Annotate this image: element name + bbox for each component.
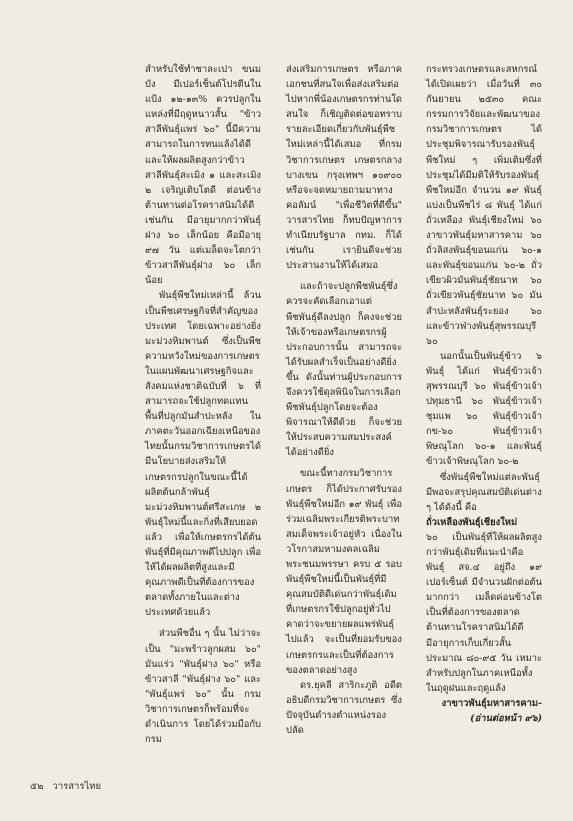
article-paragraph: กระทรวงเกษตรและสหกรณ์ได้เปิดเผยว่า เมื่อวันที่ ๓๐ กันยายน ๒๕๓๐ คณะกรรมการวิจัยและพัฒนาของกรมวิชาการเกษตร ได้ประชุมพิจารณารับรองพันธุ์พืชใหม่ ๆ เพิ่มเติมซึ่งที่ประชุมได้มีมติให้รับรองพันธุ์พืชใหม่อีก จำนวน ๑๙ พันธุ์ แบ่งเป็นพืชไร่ ๘ พันธุ์ ได้แก่ ถั่วเหลือง พันธุ์เชียงใหม่ ๖๐ งาขาวพันธุ์มหาสารคาม ๖๐ ถั่วลิสงพันธุ์ขอนแก่น ๖๐-๑ และพันธุ์ขอนแก่น ๖๐-๒ ถั่วเขียวผิวมันพันธุ์ชัยนาท ๖๐ ถั่วเขียวพันธุ์ชัยนาท ๖๐ มันสำปะหลังพันธุ์ระยอง ๖๐ และข้าวฟ่างพันธุ์สุพรรณบุรี ๖๐	[426, 64, 542, 347]
section-heading: ถั่วเหลืองพันธุ์เชียงใหม่	[426, 516, 518, 528]
article-paragraph: ซึ่งพันธุ์พืชใหม่แต่ละพันธุ์มีพอจะสรุปคุณสมบัติเด่นต่าง ๆ ได้ดังนี้ คือ	[426, 471, 542, 513]
article-paragraph: ดร.ยุคลี สาริกะภูติ อดีตอธิบดีกรมวิชาการเกษตร ซึ่งปัจจุบันดำรงตำแหน่งรองปลัด	[286, 679, 402, 737]
article-column-1	[145, 62, 261, 762]
article-paragraph: สำหรับใช้ทำชาละเปา ขนมบัง มีเปอร์เซ็นต์โปรตีนในแป้ง ๑๒-๑๓% ควรปลูกในแหล่งที่มีฤดูหนาวสั้น "ข้าวสาลีพันธุ์แพร่ ๖๐" นี้มีความสามารถในการทนแล้งได้ดี และให้ผลผลิตสูงกว่าข้าวสาลีพันธุ์สะเมิง ๑ และสะเมิง ๒ เจริญเติบโตดี ต่อนข้างต้านทานต่อโรคราสนิมได้ดีเช่นกัน มีอายุมากกว่าพันธุ์ฝาง ๖๐ เล็กน้อย คือมีอายุ ๙๗ วัน แต่เมล็ดจะโตกว่าข้าวสาลีพันธุ์ฝาง ๖๐ เล็กน้อย	[145, 64, 261, 287]
section-heading: งาขาวพันธุ์มหาสารคาม-	[441, 697, 542, 709]
article-paragraph: ส่งเสริมการเกษตร หรือภาคเอกชนที่สนใจเพื่อส่งเสริมต่อไปหากพี่น้องเกษตรกรท่านใดสนใจ ก็เชิญติดต่อขอทราบรายละเอียดเกี่ยวกับพันธุ์พืชใหม่เหล่านี้ได้เสมอ ที่กรมวิชาการเกษตร เกษตรกลางบางเขน กรุงเทพฯ ๑๐๙๐๐ หรือจะจดหมายถามมาทางคอลัมน์ "เพื่อชีวิตที่ดีขึ้น" วารสารไทย ก็ทบปัญหาการทำเนียบรัฐบาล กทม. ก็ได้เช่นกัน เรายินดีจะช่วยประสานงานให้ได้เสมอ	[286, 64, 402, 272]
article-paragraph: พันธุ์พืชใหม่เหล่านี้ ล้วนเป็นพืชเศรษฐกิจที่สำคัญของประเทศ โดยเฉพาะอย่างยิ่งมะม่วงหิมพานต์ ซึ่งเป็นพืชความหวังใหม่ของการเกษตรในแผนพัฒนาเศรษฐกิจและสังคมแห่งชาติฉบับที่ ๖ ที่สามารถจะใช้ปลูกทดแทนพื้นที่ปลูกมันสำปะหลัง ในภาคตะวันออกเฉียงเหนือของไทยนั้นกรมวิชาการเกษตรได้มีนโยบายส่งเสริมให้เกษตรกรปลูกในขณะนี้ได้ผลิตต้นกล้าพันธุ์มะม่วงหิมพานต์ศรีสะเกษ ๒ พันธุ์ใหม่นี้และกิ่งที่เสียบยอดแล้ว เพื่อให้เกษตรกรได้ต้นพันธุ์ที่มีคุณภาพดีไปปลูก เพื่อให้ได้ผลผลิตที่สูงและมีคุณภาพดีเป็นที่ต้องการของตลาดทั้งภายในและต่างประเทศด้วยแล้ว	[145, 290, 261, 619]
article-paragraph: ๖๐ เป็นพันธุ์ที่ให้ผลผลิตสูงกว่าพันธุ์เดิมที่แนะนำคือ พันธุ์ สจ.๔ อยู่ถึง ๑๙ เปอร์เซ็นต์ มีจำนวนฝักต่อต้นมากกว่า เมล็ดค่อนข้างโต เป็นที่ต้องการของตลาด ต้านทานโรคราสนิมได้ดี มีอายุการเก็บเกี่ยวสั้นประมาณ ๘๐-๙๕ วัน เหมาะสำหรับปลูกในภาคเหนือทั้งในฤดูฝนและฤดูแล้ง	[426, 531, 542, 694]
article-paragraph: และถ้าจะปลูกพืชพันธุ์ซึ่งควรจะคัดเลือกเอาแต่พืชพันธุ์ดีลงปลูก ก็คงจะช่วยให้เจ้าของหรือเกษตรกรผู้ประกอบการนั้น สามารถจะได้รับผลสำเร็จเป็นอย่างดียิ่งขึ้น ดังนั้นท่านผู้ประกอบการจึงควรใช้ดุลพินิจในการเลือกพืชพันธุ์ปลูกโดยจะต้องพิจารณาให้ดีด้วย ก็จะช่วยให้ประสบความสมประสงค์ได้อย่างดียิ่ง	[286, 281, 402, 459]
article-paragraph: นอกนั้นเป็นพันธุ์ข้าว ๖ พันธุ์ ได้แก่ พันธุ์ข้าวเจ้าสุพรรณบุรี ๖๐ พันธุ์ข้าวเจ้าปทุมธานี ๖๐ พันธุ์ข้าวเจ้าชุมแพ ๖๐ พันธุ์ข้าวเจ้ากข-๖๐ พันธุ์ข้าวเจ้าพิษณุโลก ๖๐-๑ และพันธุ์ข้าวเจ้าพิษณุโลก ๖๐-๒	[426, 350, 542, 468]
article-column-3	[426, 62, 542, 762]
article-column-2	[286, 62, 402, 737]
page-number: ๕๒	[30, 781, 44, 792]
article-paragraph: ส่วนพืชอื่น ๆ นั้น ไม่ว่าจะเป็น "มะพร้าวลูกผสม ๖๐" มันแร่ว "พันธุ์ฝาง ๖๐" หรือข้าวสาลี "พันธุ์ฝาง ๖๐" และ "พันธุ์แพร่ ๖๐" นั้น กรมวิชาการเกษตรก็พร้อมที่จะดำเนินการ โดยได้ร่วมมือกับกรม	[145, 628, 261, 746]
continued-note: (อ่านต่อหน้า ๙๖)	[470, 713, 542, 725]
article-paragraph: ขณะนี้ทางกรมวิชาการเกษตร ก็ได้ประกาศรับรองพันธุ์พืชใหม่อีก ๑๙ พันธุ์ เพื่อร่วมเฉลิมพระเกียรติพระบาทสมเด็จพระเจ้าอยู่หัว เนื่องในวโรกาสมหามงคลเฉลิมพระชนมพรรษา ครบ ๕ รอบ พันธุ์พืชใหม่นี้เป็นพันธุ์ที่มีคุณสมบัติดีเด่นกว่าพันธุ์เดิมที่เกษตรกรใช้ปลูกอยู่ทั่วไป คาดว่าจะขยายผลแพร่พันธุ์ไปแล้ว จะเป็นที่ยอมรับของเกษตรกรและเป็นที่ต้องการของตลาดอย่างสูง	[286, 468, 402, 676]
magazine-name: วารสารไทย	[52, 781, 102, 792]
page-footer	[30, 779, 101, 794]
